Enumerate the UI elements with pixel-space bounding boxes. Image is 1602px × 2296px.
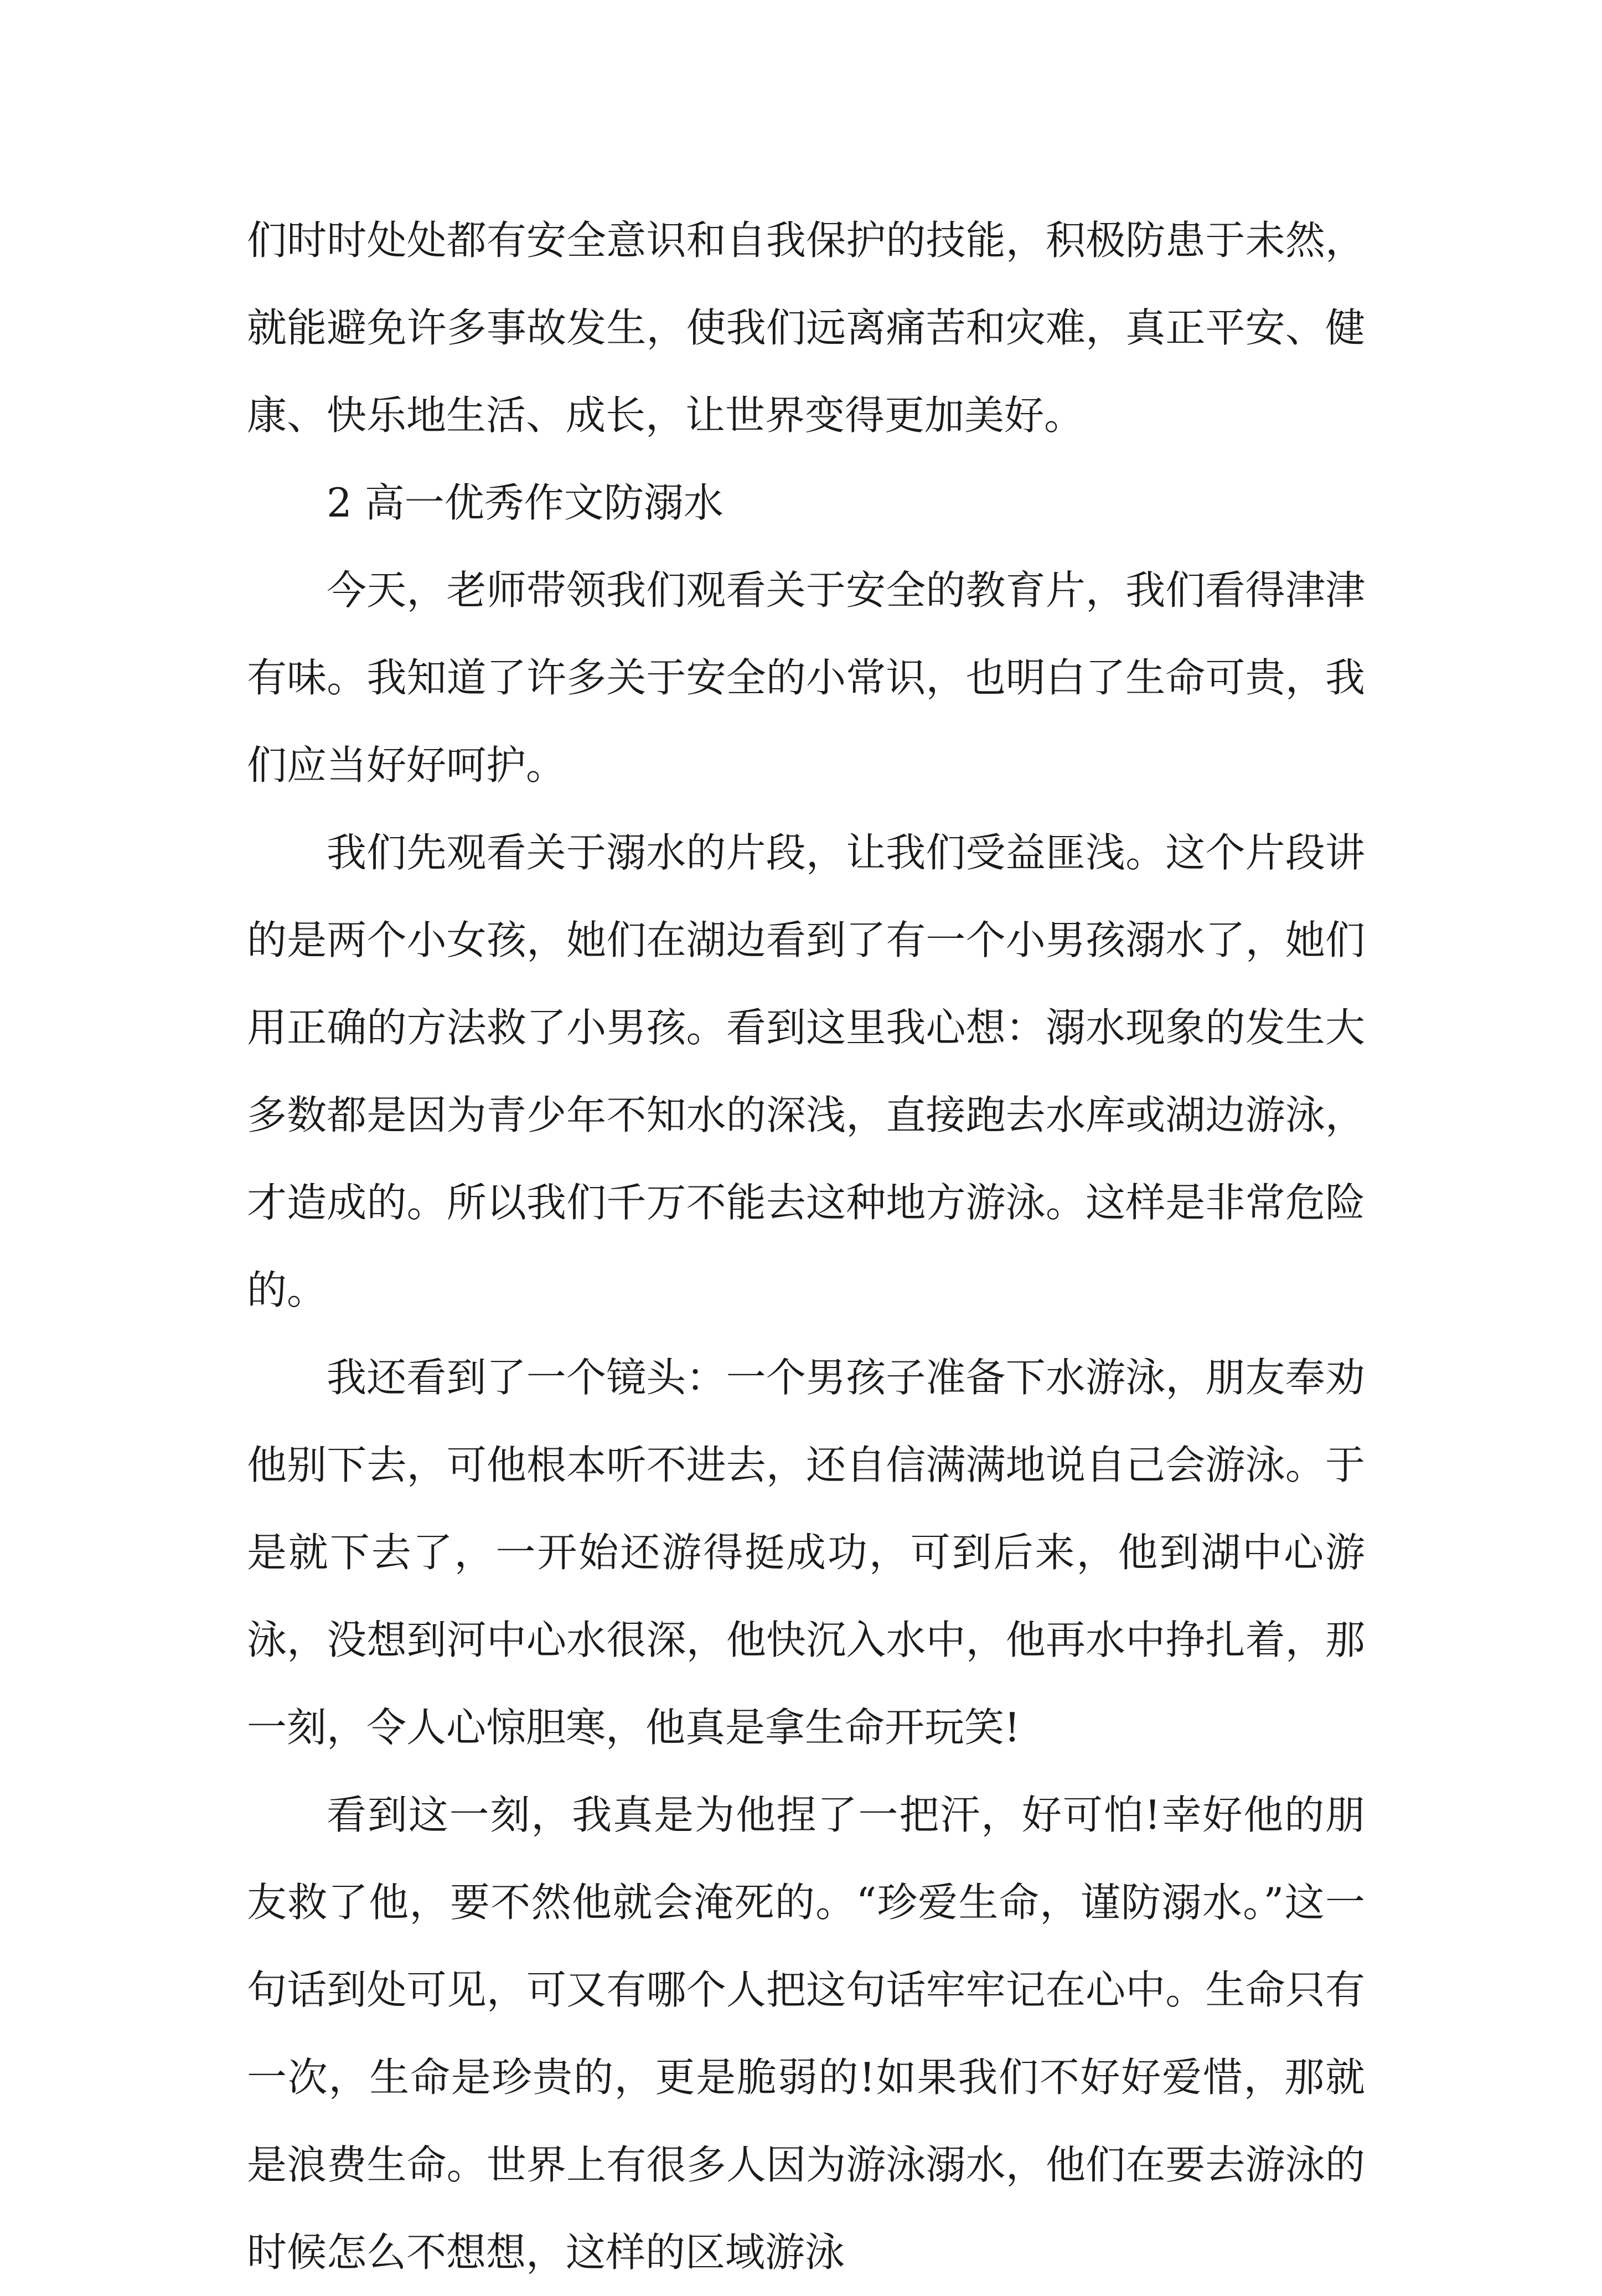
- document-body: [247, 197, 1365, 2296]
- paragraph: 我还看到了一个镜头：一个男孩子准备下水游泳，朋友奉劝他别下去，可他根本听不进去，还自信满满地说自己会游泳。于是就下去了，一开始还游得挺成功，可到后来，他到湖中心游泳，没想到河中心水很深，他快沉入水中，他再水中挣扎着，那一刻，令人心惊胆寒，他真是拿生命开玩笑!: [247, 1354, 1365, 1751]
- paragraph: 今天，老师带领我们观看关于安全的教育片，我们看得津津有味。我知道了许多关于安全的小常识，也明白了生命可贵，我们应当好好呵护。: [247, 567, 1365, 788]
- paragraph: 看到这一刻，我真是为他捏了一把汗，好可怕!幸好他的朋友救了他，要不然他就会淹死的。“珍爱生命，谨防溺水。”这一句话到处可见，可又有哪个人把这句话牢牢记在心中。生命只有一次，生命是珍贵的，更是脆弱的!如果我们不好好爱惜，那就是浪费生命。世界上有很多人因为游泳溺水，他们在要去游泳的时候怎么不想想，这样的区域游泳: [247, 1792, 1365, 2276]
- paragraph-continued: 们时时处处都有安全意识和自我保护的技能，积极防患于未然，就能避免许多事故发生，使我们远离痛苦和灾难，真正平安、健康、快乐地生活、成长，让世界变得更加美好。: [247, 217, 1365, 438]
- section-heading: 2 高一优秀作文防溺水: [327, 479, 724, 526]
- paragraph: 我们先观看关于溺水的片段，让我们受益匪浅。这个片段讲的是两个小女孩，她们在湖边看到了有一个小男孩溺水了，她们用正确的方法救了小男孩。看到这里我心想：溺水现象的发生大多数都是因为青少年不知水的深浅，直接跑去水库或湖边游泳，才造成的。所以我们千万不能去这种地方游泳。这样是非常危险的。: [247, 829, 1365, 1313]
